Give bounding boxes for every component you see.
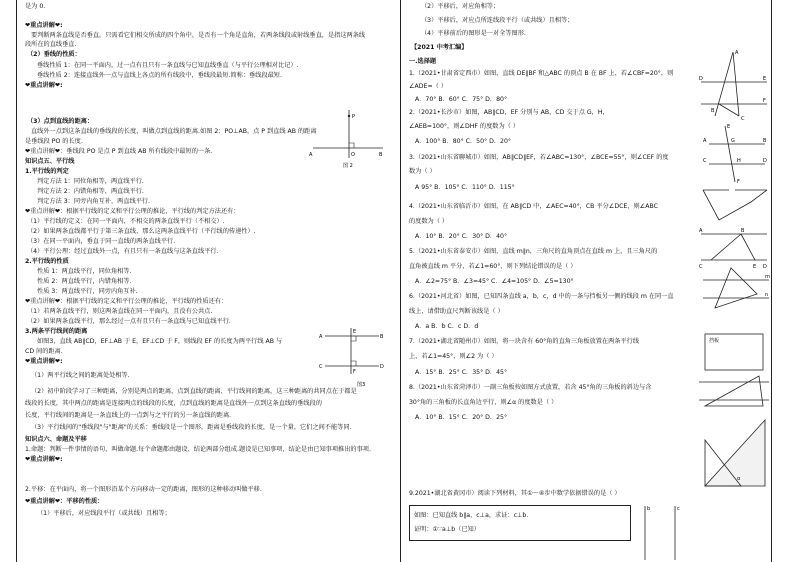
left-text-line: （4）平行公理：经过直线外一点，有且只有一条直线与这条直线平行. (27, 248, 219, 255)
left-text-line: 段所在的直线垂直. (25, 41, 77, 48)
left-text-line: 知识点五、平行线 (25, 158, 75, 165)
figure-2 (307, 108, 387, 170)
left-text-line: ❤重点讲解❤: (25, 456, 63, 463)
figure-q6 (697, 328, 771, 376)
q8-label-alpha: α (737, 476, 741, 482)
left-text-line: 1.平行线的判定 (25, 168, 69, 175)
left-text-line: 知识点六、命题及平移 (25, 436, 87, 443)
right-text-line: 一.选择题 (409, 58, 437, 65)
fig3-label-b: B (380, 334, 384, 340)
fig2-label-o: O (351, 152, 355, 158)
right-text-line: ∠ADE=（ ） (409, 83, 447, 90)
right-text-line: A．15° B．25° C．35° D．45° (415, 369, 508, 376)
right-text-line: A．100° B．80° C．50° D．20° (415, 138, 512, 145)
right-text-line: 7.（2021•湖北省随州市）如图，将一块含有 60°角的直角三角板放置在两条平行线 (409, 338, 640, 345)
fig2-caption: 图 2 (343, 163, 353, 169)
fig2-label-a: A (309, 152, 313, 158)
q2-label-c: C (703, 158, 707, 164)
left-text-line: （3）点到直线的距离： (27, 118, 94, 125)
left-text-line: 3.两条平行线间的距离 (25, 328, 88, 335)
right-text-line: ∠AEB=100°，则∠DHF 的度数为（ ） (409, 123, 519, 130)
fig3-label-a: A (319, 334, 323, 340)
left-text-line: （2）垂线的性质： (27, 51, 81, 58)
left-text-line: ❤重点讲解❤：垂线段 PO 是点 P 到直线 AB 所有线段中最短的一条. (25, 148, 213, 155)
left-text-line: 线段的长度，其中两点的距离是连接两点的线段的长度，点到直线的距离是直线外一点到这条直线的垂线段的 (25, 400, 322, 407)
left-text-line: （3）平行线间的"垂线段"与"距离"的关系：垂线段是一个图形，距离是垂线段的长度，是一个量，它们之间不能等同. (31, 424, 352, 431)
left-text-line: 性质 1：两直线平行，同位角相等. (37, 268, 132, 275)
figure-q2 (701, 122, 771, 186)
q2-label-d: D (763, 158, 767, 164)
q1-label-a: A (735, 50, 739, 56)
q4-label-d: D (763, 264, 767, 270)
left-text-line: （2）如果两条直线都平行于第三条直线，那么这两条直线平行（平行线的传递性）. (27, 228, 256, 235)
left-text-line: （1）两平行线之间的距离处处相等. (31, 372, 130, 379)
figure-q8 (701, 416, 771, 490)
right-text-line: A．10° B．20° C．30° D．40° (415, 233, 508, 240)
right-text-line: A．10° B．15° C．20° D．25° (415, 414, 508, 421)
right-text-line: A．∠2=75° B．∠3=45° C．∠4=105° D．∠5=130° (415, 278, 574, 285)
figure-q7 (697, 372, 771, 412)
figure-q9 (631, 500, 691, 562)
left-text-line: 如图3，直线 AB∥CD，EF⊥AB 于 E，EF⊥CD 于 F，则线段 EF 的长度为两平行线 AB 与 (37, 338, 283, 345)
figure-q5 (701, 264, 771, 312)
q4-label-c: C (699, 264, 703, 270)
right-text-line: 9.2021•湖北省黄冈市）阅读下列材料，其①～④步中数学依据错误的是（ ） (409, 490, 621, 497)
q4-label-e: E (753, 264, 757, 270)
fig3-caption: 图3 (357, 382, 366, 388)
left-text-line: ❤重点讲解❤：平移的性质： (25, 498, 104, 505)
right-text-line: 4.（2021•山东省临沂市）如图，在 AB∥CD 中，∠AEC=40°，CB 平分∠DCE，则∠ABC (409, 203, 658, 210)
q1-label-e: E (763, 76, 767, 82)
q1-label-d: D (699, 76, 703, 82)
q1-label-c: C (741, 116, 745, 122)
left-text-line: 2.平移：在平面内，将一个图形沿某个方向移动一定的距离，图形的这种移动叫做平移. (25, 486, 262, 493)
left-text-line: 是为 0. (25, 3, 46, 10)
right-text-line: 的度数为（ ） (409, 218, 449, 225)
right-text-line: A．70° B．60° C．75° D．80° (415, 96, 508, 103)
right-text-line: （2）平移后，对应角相等； (421, 3, 500, 10)
left-text-line: 垂线性质 1：在同一平面内，过一点有且只有一条直线与已知直线垂直（与平行公理相对比记）. (37, 62, 299, 69)
right-text-line: 2.（2021•长沙市）如图，AB∥CD，EF 分别与 AB，CD 交于点 G，H， (409, 109, 609, 116)
fig3-label-f: F (353, 369, 356, 375)
q2-label-h: H (737, 158, 741, 164)
right-text-line: A．a B．b C．c D．d (415, 323, 479, 330)
left-text-line: （3）在同一平面内，垂直于同一直线的两条直线平行. (27, 238, 176, 245)
left-text-line: （1）平移后，对应线段平行（或共线）且相等； (37, 510, 171, 517)
left-text-line: ❤重点讲解❤: (25, 22, 63, 29)
right-text-line: 5.（2021•山东省泰安市）如图，直线 m∥n，三角尺的直角顶点在直线 m 上，且三角尺的 (409, 248, 658, 255)
proof-line-2: 证明：①∵a⊥b（已知） (414, 526, 480, 533)
q4-label-b: B (741, 228, 745, 234)
left-text-line: ❤重点讲解❤：根据平行线的定义和平行公理的推论，平行线的判定方法还有： (25, 208, 240, 215)
left-text-line: 性质 2：两直线平行，内错角相等. (37, 278, 132, 285)
q6-board-label: 挡板 (709, 338, 720, 344)
left-text-line: 性质 3：两直线平行，同旁内角互补. (37, 288, 138, 295)
figure-3 (317, 322, 387, 390)
right-text-line: A 95° B．105° C．110° D．115° (415, 184, 515, 191)
left-text-line: 判定方法 1：同位角相等，两直线平行. (37, 178, 144, 185)
right-text-line: 数为（ ） (409, 168, 436, 175)
proof-box (409, 505, 631, 541)
q9-label-c: c (677, 506, 680, 512)
fig2-label-p: P (352, 114, 356, 120)
left-text-line: （1）平行线的定义：在同一平面内，不相交的两条直线平行（不相交）. (27, 218, 225, 225)
left-column (16, 0, 400, 562)
left-text-line: ❤重点讲解❤：根据平行线的定义和平行公理的推论，平行线的性质还有： (25, 298, 228, 305)
q2-label-b: B (763, 138, 767, 144)
q2-label-e: E (727, 124, 731, 130)
left-text-line: 直线外一点到这条直线的垂线段的长度，叫做点到直线的距离.如图 2：PO⊥AB，点 P 到直线 AB 的距离 (31, 128, 317, 135)
left-text-line: （2）初中阶段学习了三种距离，分别是两点的距离、点到直线的距离、平行线间的距离，这三种距离的共同点在于都是 (31, 388, 357, 395)
q5-label-n: n (765, 292, 769, 298)
figure-q1 (697, 46, 771, 122)
q4-label-a: A (699, 228, 703, 234)
right-text-line: 上，若∠1=45°，则∠2 为（ ） (409, 353, 498, 360)
left-text-line: （2）如果两条直线平行，那么经过一点有且只有一条直线与已知直线平行. (27, 318, 231, 325)
right-text-line: 3.（2021•山东省聊城市）如图，AB∥CD∥EF，若∠ABC=130°，∠BCE=55°，则∠CEF 的度 (409, 154, 669, 161)
right-column (400, 0, 772, 562)
right-text-line: 【2021 中考汇编】 (411, 44, 468, 51)
fig2-label-b: B (379, 152, 383, 158)
left-text-line: 判定方法 2：内错角相等，两直线平行. (37, 188, 144, 195)
right-text-line: 8.（2021•山东省菏泽市）一副三角板按如图方式放置，若含 45°角的三角板的斜边与含 (409, 384, 652, 391)
right-text-line: 直角被直线 m 平分，若∠1=60°，则下列结论错误的是（ ） (409, 263, 577, 270)
q9-label-b: b (647, 506, 651, 512)
q2-label-a: A (703, 138, 707, 144)
left-text-line: CD 间的距离. (25, 348, 63, 355)
fig3-label-e: E (353, 329, 357, 335)
right-text-line: 线上，请借助直尺判断该线是（ ） (409, 308, 504, 315)
left-text-line: （1）若两条直线平行，则这两条直线在同一平面内，且没有公共点. (27, 308, 213, 315)
left-text-line: 1.命题：判断一件事情的语句，叫做命题.每个命题都由题设、结论两部分组成.题设是已知事项，结论是由已知事项推出的事项. (25, 446, 371, 453)
q1-label-f: F (763, 98, 766, 104)
q2-label-g: G (731, 138, 735, 144)
right-text-line: 30°角的三角板的长直角边平行，则∠α 的度数是（ ） (409, 399, 558, 406)
figure-q3 (699, 180, 771, 230)
left-text-line: ❤重点讲解❤: (25, 82, 63, 89)
left-text-line: ❤重点讲解❤: (25, 358, 63, 365)
left-text-line: 长度，平行线间的距离是一条直线上的一点到与之平行的另一条直线的距离. (25, 412, 232, 419)
right-text-line: 1.（2021•甘肃省定西市）如图，直线 DE∥BF 和△ABC 的顶点 B 在 BF 上，若∠CBF=20°，则 (409, 70, 674, 77)
fig3-label-c: C (319, 364, 323, 370)
right-text-line: （3）平移后，对应点所连线段平行（或共线）且相等； (421, 17, 574, 24)
left-text-line: 垂线性质 2：连接直线外一点与直线上各点的所有线段中，垂线段最短.简称：垂线段最短. (37, 72, 282, 79)
right-text-line: （4）平移前后的图形是一对全等图形. (421, 30, 526, 37)
left-text-line: 是垂线段 PO 的长度. (25, 138, 83, 145)
proof-line-1: 如图：已知直线 b∥a，c⊥a，求证：c⊥b. (414, 512, 529, 519)
right-text-line: 6.（2021•河北省）如图，已知四条直线 a，b，c，d 中的一条与挡板另一侧的线段 m 在同一直 (409, 293, 674, 300)
left-text-line: 判定方法 3：同旁内角互补，两直线平行. (37, 198, 151, 205)
left-text-line: 2.平行线的性质 (25, 258, 69, 265)
fig3-label-d: D (380, 364, 384, 370)
q5-label-m: m (765, 274, 770, 280)
q1-label-b: B (711, 108, 715, 114)
left-text-line: 要判断两条直线是否垂直，只需看它们相交所成的四个角中，是否有一个角是直角，若两条线段或射线垂直，是指这两条线 (31, 32, 366, 39)
q2-label-f: F (737, 179, 740, 185)
